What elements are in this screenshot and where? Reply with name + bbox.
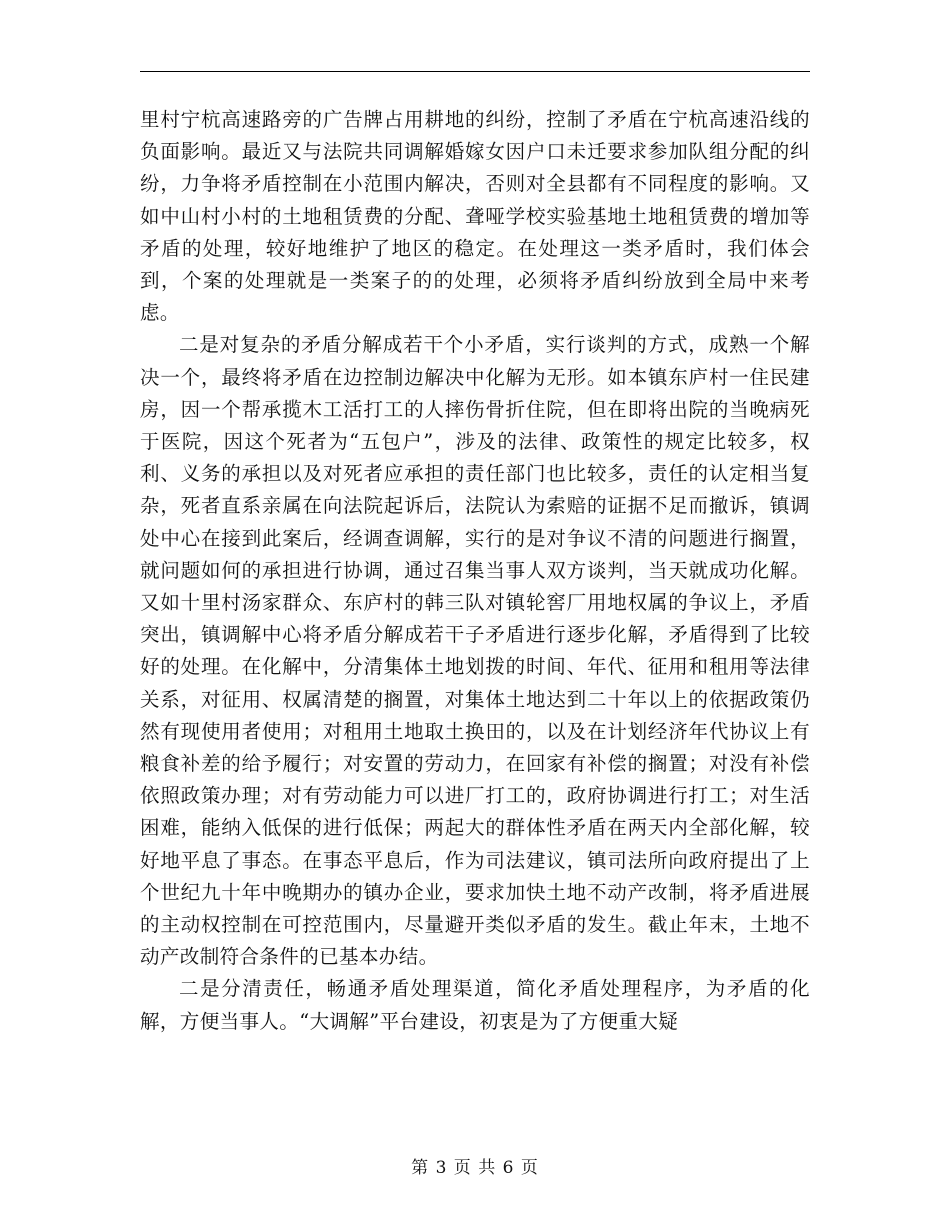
paragraph-1: 里村宁杭高速路旁的广告牌占用耕地的纠纷，控制了矛盾在宁杭高速沿线的负面影响。最近又与法院共同调解婚嫁女因户口未迁要求参加队组分配的纠纷，力争将矛盾控制在小范围内解决，否则对全县都有不同程度的影响。又如中山村小村的土地租赁费的分配、聋哑学校实验基地土地租赁费的增加等矛盾的处理，较好地维护了地区的稳定。在处理这一类矛盾时，我们体会到，个案的处理就是一类案子的的处理，必须将矛盾纠纷放到全局中来考虑。 [140, 108, 810, 325]
page-footer: 第 3 页 共 6 页 [411, 1158, 539, 1178]
paragraph-3: 二是分清责任，畅通矛盾处理渠道，简化矛盾处理程序，为矛盾的化解，方便当事人。“大调解”平台建设，初衷是为了方便重大疑 [140, 977, 810, 1033]
header-rule [140, 71, 810, 72]
paragraph-2: 二是对复杂的矛盾分解成若干个小矛盾，实行谈判的方式，成熟一个解决一个，最终将矛盾在边控制边解决中化解为无形。如本镇东庐村一住民建房，因一个帮承揽木工活打工的人摔伤骨折住院，但在即将出院的当晚病死于医院，因这个死者为“五包户”，涉及的法律、政策性的规定比较多，权利、义务的承担以及对死者应承担的责任部门也比较多，责任的认定相当复杂，死者直系亲属在向法院起诉后，法院认为索赔的证据不足而撤诉，镇调处中心在接到此案后，经调查调解，实行的是对争议不清的问题进行搁置，就问题如何的承担进行协调，通过召集当事人双方谈判，当天就成功化解。又如十里村汤家群众、东庐村的韩三队对镇轮窖厂用地权属的争议上，矛盾突出，镇调解中心将矛盾分解成若干子矛盾进行逐步化解，矛盾得到了比较好的处理。在化解中，分清集体土地划拨的时间、年代、征用和租用等法律关系，对征用、权属清楚的搁置，对集体土地达到二十年以上的依据政策仍然有现使用者使用；对租用土地取土换田的，以及在计划经济年代协议上有粮食补差的给予履行；对安置的劳动力，在回家有补偿的搁置；对没有补偿依照政策办理；对有劳动能力可以进厂打工的，政府协调进行打工；对生活困难，能纳入低保的进行低保；两起大的群体性矛盾在两天内全部化解，较好地平息了事态。在事态平息后，作为司法建议，镇司法所向政府提出了上个世纪九十年中晚期办的镇办企业，要求加快土地不动产改制，将矛盾进展的主动权控制在可控范围内，尽量避开类似矛盾的发生。截止年末，土地不动产改制符合条件的已基本办结。 [140, 333, 810, 969]
document-body [140, 104, 810, 1038]
